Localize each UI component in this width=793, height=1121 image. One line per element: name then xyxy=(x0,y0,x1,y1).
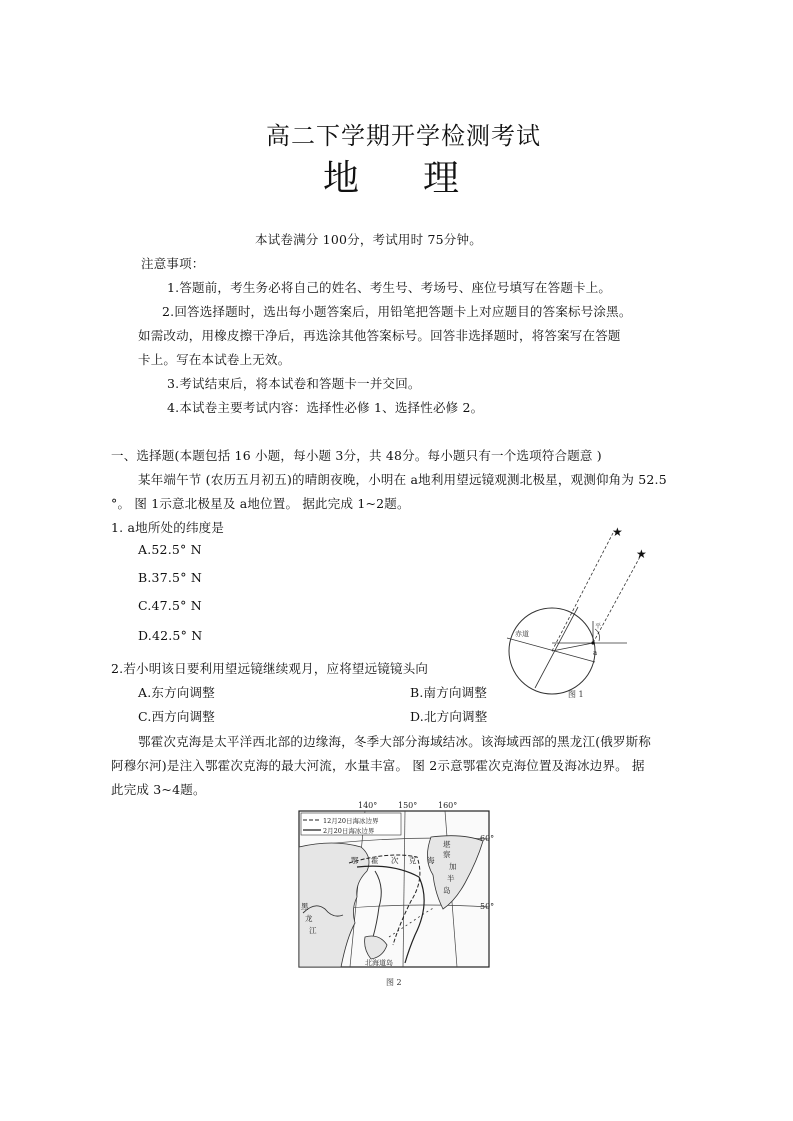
polaris-star-icon: ★ xyxy=(612,525,623,539)
peninsula-label-2: 察 xyxy=(443,850,451,859)
legend-feb-label: 2月20日海冰边界 xyxy=(323,827,375,835)
sea-label-2: 霍 xyxy=(371,856,379,865)
point-a-label: a xyxy=(593,649,598,657)
sea-label-1: 鄂 xyxy=(351,856,359,865)
notes-heading: 注意事项： xyxy=(141,256,205,271)
figure-2-caption: 图 2 xyxy=(386,978,402,987)
peninsula-label-4: 半 xyxy=(447,874,455,883)
star-ray-center xyxy=(552,533,613,651)
peninsula-label-5: 岛 xyxy=(443,886,451,895)
note-4: 4.本试卷主要考试内容：选择性必修 1、选择性必修 2。 xyxy=(167,400,484,415)
passage2-line2: 阿穆尔河)是注入鄂霍次克海的最大河流，水量丰富。 图 2示意鄂霍次克海位置及海冰边界。 据 xyxy=(111,758,645,773)
hokkaido-label: 北海道岛 xyxy=(365,959,393,967)
note-2a: 2.回答选择题时，选出每小题答案后，用铅笔把答题卡上对应题目的答案标号涂黑。 xyxy=(162,304,632,319)
lon-140-label: 140° xyxy=(358,801,378,810)
exam-title: 高二下学期开学检测考试 xyxy=(266,122,541,150)
note-1: 1.答题前，考生务必将自己的姓名、考生号、考场号、座位号填写在答题卡上。 xyxy=(167,280,612,295)
figure-1-caption: 图 1 xyxy=(568,690,584,699)
q2-option-c: C.西方向调整 xyxy=(138,709,215,724)
angle-label: 平 xyxy=(595,623,602,630)
q2-stem: 2.若小明该日要利用望远镜继续观月，应将望远镜镜头向 xyxy=(111,661,429,676)
lon-160-label: 160° xyxy=(438,801,458,810)
river-label-1: 黑 xyxy=(301,902,309,911)
note-3: 3.考试结束后，将本试卷和答题卡一并交回。 xyxy=(167,376,421,391)
peninsula-label-1: 堪 xyxy=(443,840,451,849)
note-2b: 如需改动，用橡皮擦干净后，再选涂其他答案标号。回答非选择题时，将答案写在答题 xyxy=(138,328,621,343)
section-heading: 一、选择题(本题包括 16 小题，每小题 3分，共 48分。每小题只有一个选项符合题意 ) xyxy=(111,448,602,463)
equator-label: 赤道 xyxy=(515,630,529,638)
passage1-line1: 某年端午节 (农历五月初五)的晴朗夜晚，小明在 a地利用望远镜观测北极星，观测仰角为 52.5 xyxy=(138,472,667,487)
subject-char-di: 地 xyxy=(323,158,360,199)
figure-2-map xyxy=(293,797,503,992)
exam-info: 本试卷满分 100分，考试用时 75分钟。 xyxy=(255,232,482,247)
q2-option-a: A.东方向调整 xyxy=(138,685,215,700)
q2-option-d: D.北方向调整 xyxy=(410,709,488,724)
legend-dec-label: 12月20日海冰边界 xyxy=(323,817,379,825)
q1-option-c: C.47.5° N xyxy=(138,598,202,613)
q1-option-d: D.42.5° N xyxy=(138,628,203,643)
lon-150-label: 150° xyxy=(398,801,418,810)
point-a-dot xyxy=(591,641,594,644)
q1-option-a: A.52.5° N xyxy=(138,542,202,557)
q1-stem: 1. a地所处的纬度是 xyxy=(111,520,225,535)
lat-60-label: 60° xyxy=(480,834,495,843)
sea-label-4: 克 xyxy=(409,856,417,865)
peninsula-label-3: 加 xyxy=(449,862,457,871)
subject-char-li: 理 xyxy=(423,158,460,199)
q1-option-b: B.37.5° N xyxy=(138,570,202,585)
lat-50-label: 50° xyxy=(480,902,495,911)
passage2-line1: 鄂霍次克海是太平洋西北部的边缘海，冬季大部分海域结冰。该海域西部的黑龙江(俄罗斯称 xyxy=(138,734,652,749)
passage2-line3: 此完成 3~4题。 xyxy=(111,782,206,797)
sea-label-5: 海 xyxy=(427,856,435,865)
passage1-line2: °。 图 1示意北极星及 a地位置。 据此完成 1~2题。 xyxy=(111,496,410,511)
polaris-star-icon-2: ★ xyxy=(636,547,647,561)
river-label-2: 龙 xyxy=(305,914,313,923)
sea-label-3: 次 xyxy=(391,856,399,865)
elevation-arc xyxy=(595,629,600,641)
river-label-3: 江 xyxy=(309,926,317,935)
note-2c: 卡上。写在本试卷上无效。 xyxy=(138,352,291,367)
q2-option-b: B.南方向调整 xyxy=(410,685,488,700)
figure-1 xyxy=(495,525,645,705)
